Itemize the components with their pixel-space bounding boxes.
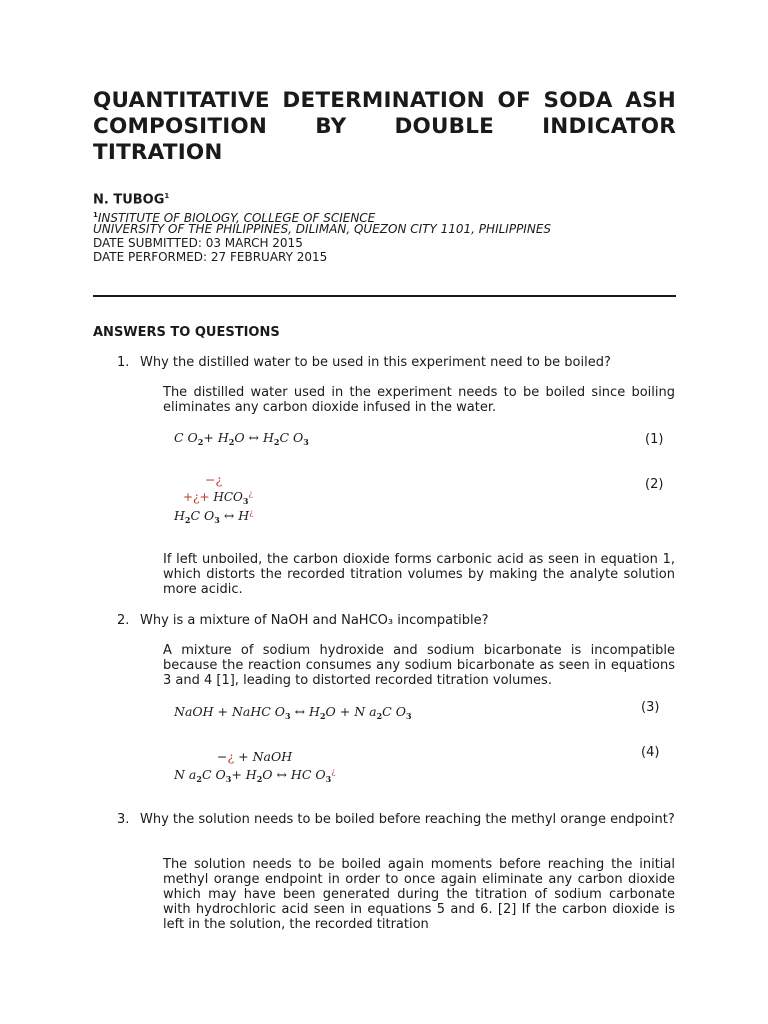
- equation-4-line-2: [174, 767, 336, 784]
- eq1-co-end: C O: [279, 430, 304, 445]
- date-submitted: DATE SUBMITTED: 03 MARCH 2015: [93, 236, 303, 250]
- eq2-sub: 2: [184, 515, 191, 525]
- question-3: [117, 812, 677, 842]
- eq2-sub: 3: [214, 515, 220, 525]
- question-number: 2.: [117, 613, 130, 628]
- equation-1: [174, 430, 309, 447]
- eq4-plus-naoh: + NaOH: [238, 749, 293, 764]
- eq4-co: C O: [201, 767, 226, 782]
- answer-2-paragraph-1: A mixture of sodium hydroxide and sodium bicarbonate is incompatible because the reaction consumes any sodium bicarbonate as seen in equations 3 and 4 [1], leading to distorted recorded titration volumes.: [163, 643, 675, 688]
- eq1-sub: 2: [228, 437, 235, 447]
- eq1-o-arrow-h: O ↔ H: [234, 430, 274, 445]
- eq2-red-glyph: −¿: [205, 472, 223, 487]
- eq3-naoh-nahco: NaOH + NaHC O: [174, 704, 286, 719]
- eq4-plus-h: + H: [231, 767, 257, 782]
- eq4-sub: 2: [256, 774, 263, 784]
- equation-2-line-2: [183, 489, 253, 506]
- eq3-co: C O: [382, 704, 406, 719]
- question-text: Why the solution needs to be boiled before reaching the methyl orange endpoint?: [140, 812, 675, 827]
- question-text: Why the distilled water to be used in this experiment need to be boiled?: [140, 355, 611, 370]
- eq4-na: N a: [174, 767, 197, 782]
- author-superscript: 1: [164, 192, 170, 200]
- date-performed: DATE PERFORMED: 27 FEBRUARY 2015: [93, 250, 328, 264]
- question-number: 3.: [117, 812, 130, 827]
- equation-2-line-3: $H_2C$ $O_3$ ↔ H¿: [174, 508, 254, 525]
- eq2-sub: 3: [242, 496, 249, 506]
- answer-3-paragraph-1: The solution needs to be boiled again moments before reaching the initial methyl orange endpoint in order to once again eliminate any carbon dioxide which may have been generated during the titration of sodium carbonate with hydrochloric acid seen in equations 5 and 6. [2] If the carbon dioxide is left in the solution, the recorded titration: [163, 857, 675, 932]
- eq4-red-glyph: ¿: [227, 749, 235, 764]
- eq3-sub: 2: [376, 711, 383, 721]
- eq2-red-glyph: ¿: [248, 489, 253, 498]
- affiliation-university: UNIVERSITY OF THE PHILIPPINES, DILIMAN, QUEZON CITY 1101, PHILIPPINES: [93, 222, 552, 236]
- eq1-sub: 2: [273, 437, 280, 447]
- eq4-minus: −: [217, 749, 228, 764]
- question-text: Why is a mixture of NaOH and NaHCO₃ incompatible?: [140, 613, 489, 628]
- eq1-plus-h: + H: [203, 430, 229, 445]
- author-text: N. TUBOG: [93, 192, 165, 208]
- eq3-o-plus-na: O + N a: [325, 704, 377, 719]
- equation-2-number: (2): [645, 477, 664, 492]
- eq4-o-arrow-hco: O ↔ HC O: [262, 767, 326, 782]
- eq3-sub: 2: [319, 711, 326, 721]
- eq1-co: C O: [174, 430, 198, 445]
- eq2-co: C O: [190, 508, 215, 523]
- eq4-sub: 3: [225, 774, 232, 784]
- eq2-red-glyph: +¿+: [183, 490, 210, 504]
- eq2-h: H: [174, 508, 185, 523]
- equation-4-number: (4): [641, 745, 660, 760]
- affiliation-institute-text: INSTITUTE OF BIOLOGY, COLLEGE OF SCIENCE: [97, 211, 376, 225]
- answer-1-paragraph-1: The distilled water used in the experiment needs to be boiled since boiling eliminates any carbon dioxide infused in the water.: [163, 385, 675, 415]
- equation-3: [174, 704, 412, 721]
- eq2-red-glyph: ¿: [249, 508, 254, 517]
- eq1-sub: 2: [197, 437, 204, 447]
- header-divider: [93, 295, 676, 297]
- paper-title: QUANTITATIVE DETERMINATION OF SODA ASH COMPOSITION BY DOUBLE INDICATOR TITRATION: [93, 88, 676, 165]
- eq4-red-glyph: ¿: [331, 767, 336, 776]
- eq4-sub: 2: [196, 774, 202, 784]
- answer-1-paragraph-2: If left unboiled, the carbon dioxide forms carbonic acid as seen in equation 1, which distorts the recorded titration volumes by making the analyte solution more acidic.: [163, 552, 675, 597]
- equation-4-line-1: [217, 749, 292, 764]
- eq2-h: H: [238, 508, 250, 523]
- equation-3-number: (3): [641, 700, 660, 715]
- eq3-sub: 3: [405, 711, 412, 721]
- section-heading: ANSWERS TO QUESTIONS: [93, 325, 280, 340]
- equation-1-number: (1): [645, 432, 664, 447]
- eq2-hco: HCO: [213, 490, 243, 504]
- question-number: 1.: [117, 355, 130, 370]
- eq1-sub: 3: [303, 437, 309, 447]
- eq4-sub: 3: [325, 774, 332, 784]
- author-name: [93, 192, 169, 207]
- equation-2-line-1: [205, 472, 222, 487]
- eq3-arrow-h: ↔ H: [294, 704, 320, 719]
- eq3-sub: 3: [285, 711, 291, 721]
- affiliation-superscript: 1: [93, 211, 98, 219]
